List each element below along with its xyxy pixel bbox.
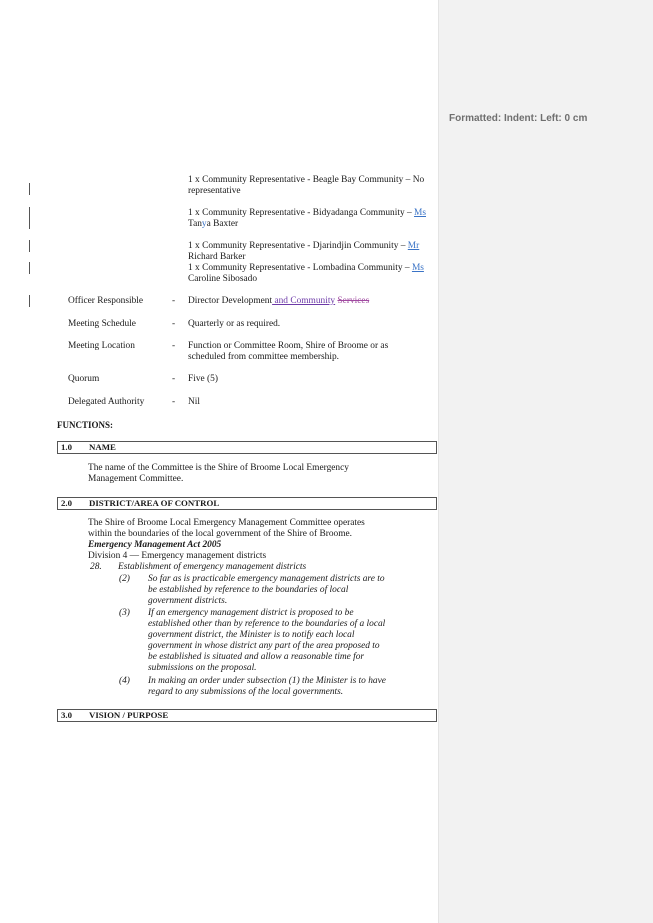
location-line: Function or Committee Room, Shire of Broome or as bbox=[188, 341, 389, 351]
sub-line: So far as is practicable emergency management districts are to bbox=[148, 574, 385, 584]
member-line: 1 x Community Representative - Djarindjin Community – bbox=[188, 241, 406, 251]
inserted-title[interactable]: Ms bbox=[414, 208, 426, 218]
sub-line: established other than by reference to the boundaries of a local bbox=[148, 619, 386, 629]
body-line: Management Committee. bbox=[88, 474, 184, 484]
section-1-header bbox=[57, 441, 437, 454]
section-number: 2.0 bbox=[61, 498, 72, 508]
change-bar bbox=[29, 207, 30, 229]
sub-line: government district, the Minister is to notify each local bbox=[148, 630, 355, 640]
sub-line: be established is situated and allow a reasonable time for bbox=[148, 652, 365, 662]
change-bar bbox=[29, 262, 30, 274]
member-beagle-bay bbox=[188, 175, 424, 197]
sub3-number: (3) bbox=[119, 608, 130, 618]
section-heading: VISION / PURPOSE bbox=[89, 710, 169, 720]
member-lombadina bbox=[188, 263, 424, 285]
sub4-number: (4) bbox=[119, 676, 130, 686]
member-line: 1 x Community Representative - Beagle Bay Community – No bbox=[188, 175, 425, 185]
dash: - bbox=[172, 296, 176, 306]
change-bar bbox=[29, 295, 30, 307]
delegated-label: Delegated Authority bbox=[68, 397, 145, 407]
section-2-body bbox=[88, 518, 418, 562]
section-2-header bbox=[57, 497, 437, 510]
act-title: Emergency Management Act 2005 bbox=[88, 540, 222, 550]
sub-line: If an emergency management district is proposed to be bbox=[148, 608, 354, 618]
location-line: scheduled from committee membership. bbox=[188, 352, 339, 362]
section-heading: NAME bbox=[89, 442, 116, 452]
sub-line: government in whose district any part of the area proposed to bbox=[148, 641, 380, 651]
officer-label: Officer Responsible bbox=[68, 296, 144, 306]
sub2-number: (2) bbox=[119, 574, 130, 584]
member-line: 1 x Community Representative - Lombadina Community – bbox=[188, 263, 410, 273]
inserted-letter[interactable]: y bbox=[201, 219, 207, 229]
dash: - bbox=[172, 319, 176, 329]
dash: - bbox=[172, 397, 176, 407]
body-line: The Shire of Broome Local Emergency Management Committee operates bbox=[88, 518, 365, 528]
inserted-title[interactable]: Mr bbox=[407, 241, 420, 251]
s28-title: Establishment of emergency management districts bbox=[118, 562, 307, 572]
member-djarindjin bbox=[188, 241, 419, 263]
inserted-text[interactable]: and Community bbox=[272, 296, 336, 306]
s28-number: 28. bbox=[90, 562, 102, 572]
schedule-value: Quarterly or as required. bbox=[188, 319, 281, 329]
sub-line: In making an order under subsection (1) the Minister is to have bbox=[148, 676, 386, 686]
member-line: 1 x Community Representative - Bidyadanga Community – bbox=[188, 208, 412, 218]
section-number: 3.0 bbox=[61, 710, 72, 720]
section-1-body bbox=[88, 463, 418, 485]
schedule-label: Meeting Schedule bbox=[68, 319, 136, 329]
officer-value bbox=[188, 296, 369, 307]
change-bar bbox=[29, 183, 30, 195]
section-number: 1.0 bbox=[61, 442, 72, 452]
body-line: within the boundaries of the local government of the Shire of Broome. bbox=[88, 529, 352, 539]
sub-line: government districts. bbox=[148, 596, 228, 606]
sub4-text bbox=[148, 676, 386, 698]
delegated-value: Nil bbox=[188, 397, 200, 407]
sub2-text bbox=[148, 574, 385, 607]
member-name-part: a Baxter bbox=[206, 219, 239, 229]
body-line: The name of the Committee is the Shire of Broome Local Emergency bbox=[88, 463, 349, 473]
member-line: Caroline Sibosado bbox=[188, 274, 258, 284]
functions-heading: FUNCTIONS: bbox=[57, 420, 114, 430]
sub3-text bbox=[148, 608, 385, 674]
section-3-header bbox=[57, 709, 437, 722]
deleted-text[interactable]: Services bbox=[337, 296, 370, 306]
change-bar bbox=[29, 240, 30, 252]
dash: - bbox=[172, 341, 176, 351]
dash: - bbox=[172, 374, 176, 384]
comment-pane[interactable] bbox=[438, 0, 653, 923]
division-line: Division 4 — Emergency management districts bbox=[88, 551, 267, 561]
quorum-label: Quorum bbox=[68, 374, 100, 384]
sub-line: submissions on the proposal. bbox=[148, 663, 257, 673]
section-heading: DISTRICT/AREA OF CONTROL bbox=[89, 498, 220, 508]
sub-line: be established by reference to the boundaries of local bbox=[148, 585, 349, 595]
member-line: representative bbox=[188, 186, 241, 196]
officer-text: Director Development bbox=[188, 296, 273, 306]
member-bidyadanga bbox=[188, 208, 426, 230]
comment-balloon[interactable]: Formatted: Indent: Left: 0 cm bbox=[449, 113, 588, 124]
inserted-title[interactable]: Ms bbox=[411, 263, 424, 273]
location-label: Meeting Location bbox=[68, 341, 135, 351]
member-name-part: Tan bbox=[188, 219, 202, 229]
sub-line: regard to any submissions of the local governments. bbox=[148, 687, 344, 697]
member-line: Richard Barker bbox=[188, 252, 246, 262]
quorum-value: Five (5) bbox=[188, 374, 218, 384]
location-value bbox=[188, 341, 388, 363]
